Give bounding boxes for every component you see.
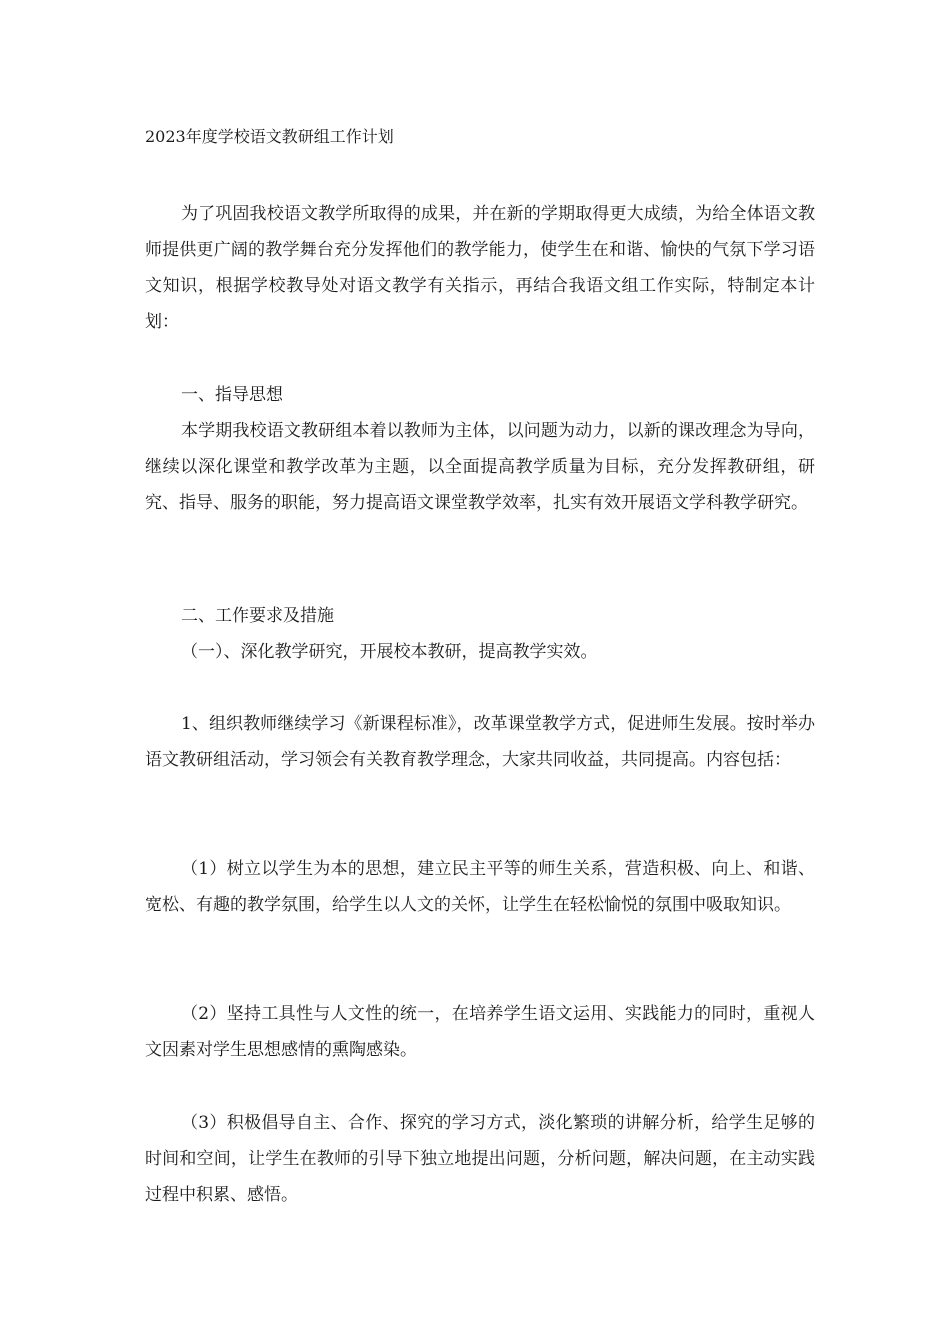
section2-subheading: （一）、深化教学研究，开展校本教研，提高教学实效。 <box>181 642 598 662</box>
point3-paragraph: （3）积极倡导自主、合作、探究的学习方式，淡化繁琐的讲解分析，给学生足够的时间和空间，让学生在教师的引导下独立地提出问题，分析问题，解决问题，在主动实践过程中积累、感悟。 <box>145 1113 815 1205</box>
document-title: 2023年度学校语文教研组工作计划 <box>145 127 394 146</box>
section1-heading: 一、指导思想 <box>181 385 283 405</box>
section2-heading: 二、工作要求及措施 <box>181 606 334 626</box>
point1-paragraph: （1）树立以学生为本的思想，建立民主平等的师生关系，营造积极、向上、和谐、宽松、有趣的教学氛围，给学生以人文的关怀，让学生在轻松愉悦的氛围中吸取知识。 <box>145 859 815 915</box>
intro-paragraph: 为了巩固我校语文教学所取得的成果，并在新的学期取得更大成绩，为给全体语文教师提供更广阔的教学舞台充分发挥他们的教学能力，使学生在和谐、愉快的气氛下学习语文知识，根据学校教导处对语文教学有关指示，再结合我语文组工作实际，特制定本计划： <box>145 204 815 332</box>
section1-body: 本学期我校语文教研组本着以教师为主体，以问题为动力，以新的课改理念为导向，继续以深化课堂和教学改革为主题，以全面提高教学质量为目标，充分发挥教研组，研究、指导、服务的职能，努力提高语文课堂教学效率，扎实有效开展语文学科教学研究。 <box>145 421 815 513</box>
point2-paragraph: （2）坚持工具性与人文性的统一，在培养学生语文运用、实践能力的同时，重视人文因素对学生思想感情的熏陶感染。 <box>145 1004 815 1060</box>
item1-paragraph: 1、组织教师继续学习《新课程标准》，改革课堂教学方式，促进师生发展。按时举办语文教研组活动，学习领会有关教育教学理念，大家共同收益，共同提高。内容包括： <box>145 714 815 770</box>
